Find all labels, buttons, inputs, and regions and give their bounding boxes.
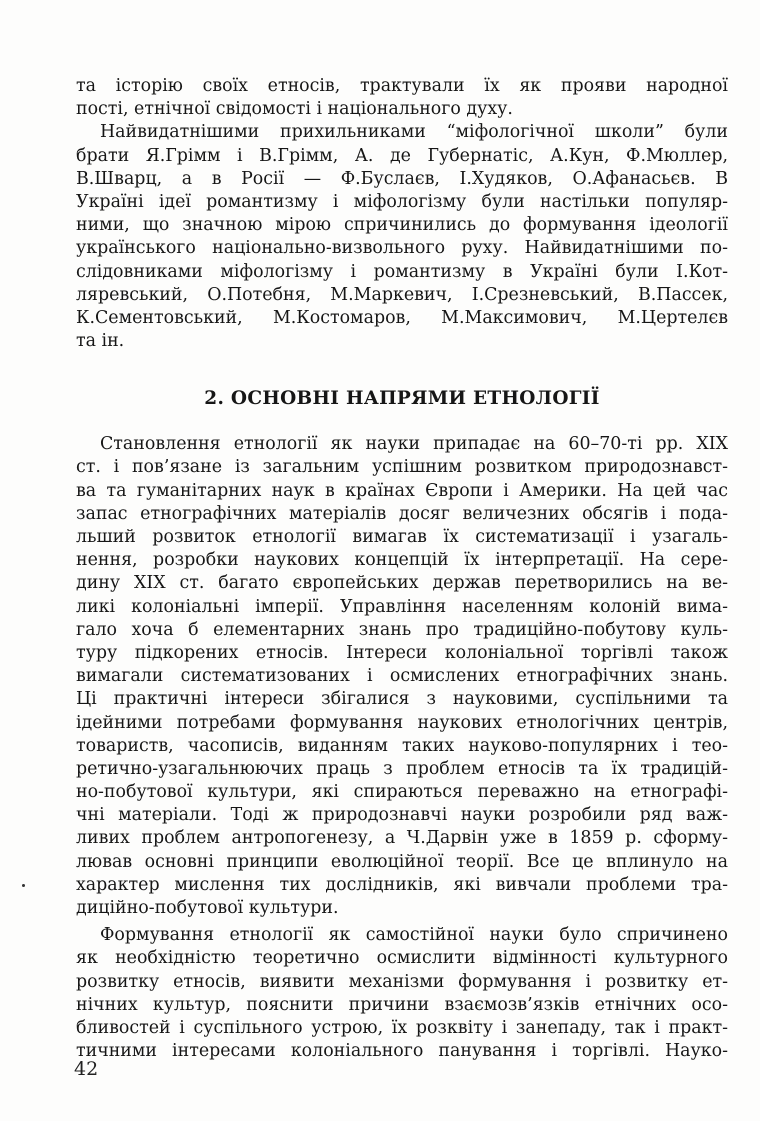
- text-line: українського національно-визвольного руху. Найвидатнішими по-: [76, 238, 728, 259]
- paragraph-mythological-school: [76, 121, 728, 353]
- text-line: та історію своїх етносів, трактували їх як прояви народної: [76, 76, 728, 96]
- paragraph-independent-science: [76, 924, 728, 1063]
- text-line: туру підкорених етносів. Інтереси колоніальної торгівлі також: [76, 642, 728, 663]
- text-line: слідовниками міфологізму і романтизму в Україні були І.Кот-: [76, 261, 728, 282]
- text-line: ідейними потребами формування наукових етнологічних центрів,: [76, 712, 728, 733]
- text-line: тичними інтересами колоніального панування і торгівлі. Науко-: [76, 1041, 728, 1062]
- text-line: ст. і пов’язане із загальним успішним розвитком природознавст-: [76, 457, 728, 478]
- text-line: Формування етнології як самостійної науки було спричинено: [100, 925, 728, 946]
- text-line: характер мислення тих дослідників, які вивчали проблеми тра-: [76, 874, 728, 895]
- text-line: ретично-узагальнюючих праць з проблем етносів та їх традицій-: [76, 758, 728, 779]
- text-line: диційно-побутової культури.: [76, 898, 339, 918]
- text-line: ляревський, О.Потебня, М.Маркевич, І.Срезневський, В.Пассек,: [76, 284, 728, 305]
- scan-speck: [22, 884, 25, 887]
- text-line: ликі колоніальні імперії. Управління населенням колоній вима-: [76, 596, 728, 617]
- text-line: К.Сементовський, М.Костомаров, М.Максимович, М.Цертелєв: [76, 307, 728, 328]
- text-line: та ін.: [76, 331, 125, 352]
- text-line: Ці практичні інтереси збігалися з науковими, суспільними та: [76, 689, 728, 710]
- text-line: В.Шварц, а в Росії — Ф.Буслаєв, І.Худяков, О.Афанасьєв. В: [76, 168, 728, 189]
- paragraph-ethnology-formation: [76, 433, 728, 920]
- text-line: запас етнографічних матеріалів досяг величезних обсягів і пода-: [76, 503, 728, 524]
- text-line: но-побутової культури, які спираються переважно на етнографі-: [76, 782, 728, 803]
- text-line: Становлення етнології як науки припадає на 60–70-ті рр. XIX: [100, 434, 728, 455]
- text-line: нічних культур, пояснити причини взаємозв’язків етнічних осо-: [76, 994, 728, 1015]
- text-line: брати Я.Грімм і В.Грімм, А. де Губернатіс, А.Кун, Ф.Мюллер,: [76, 145, 728, 166]
- text-line: Найвидатнішими прихильниками “міфологічної школи” були: [100, 122, 728, 143]
- section-heading: 2. ОСНОВНІ НАПРЯМИ ЕТНОЛОГІЇ: [204, 388, 600, 410]
- text-line: гало хоча б елементарних знань про традиційно-побутову куль-: [76, 619, 728, 640]
- text-line: ва та гуманітарних наук в країнах Європи і Америки. На цей час: [76, 480, 728, 501]
- text-line: ливих проблем антропогенезу, а Ч.Дарвін уже в 1859 р. сформу-: [76, 828, 728, 849]
- text-line: чні матеріали. Тоді ж природознавчі науки розробили ряд важ-: [76, 805, 728, 826]
- page-number: 42: [74, 1058, 99, 1080]
- text-line: як необхідністю теоретично осмислити відмінності культурного: [76, 948, 728, 969]
- text-line: бливостей і суспільного устрою, їх розквіту і занепаду, так і практ-: [76, 1017, 728, 1038]
- text-line: Україні ідеї романтизму і міфологізму були настільки популяр-: [76, 191, 728, 212]
- page-body: [76, 75, 728, 1063]
- intro-paragraph: [76, 75, 728, 121]
- text-line: лював основні принципи еволюційної теорії. Все це вплинуло на: [76, 851, 728, 872]
- text-line: пості, етнічної свідомості і національного духу.: [76, 99, 513, 120]
- text-line: товариств, часописів, виданням таких науково-популярних і тео-: [76, 735, 728, 756]
- text-line: вимагали систематизованих і осмислених етнографічних знань.: [76, 666, 728, 687]
- text-line: ними, що значною мірою спричинились до формування ідеології: [76, 215, 728, 236]
- text-line: дину XIX ст. багато європейських держав перетворились на ве-: [76, 573, 728, 594]
- text-line: нення, розробки наукових концепцій їх інтерпретації. На сере-: [76, 550, 728, 571]
- text-line: льший розвиток етнології вимагав їх систематизації і узагаль-: [76, 527, 728, 547]
- text-line: розвитку етносів, виявити механізми формування і розвитку ет-: [76, 971, 728, 992]
